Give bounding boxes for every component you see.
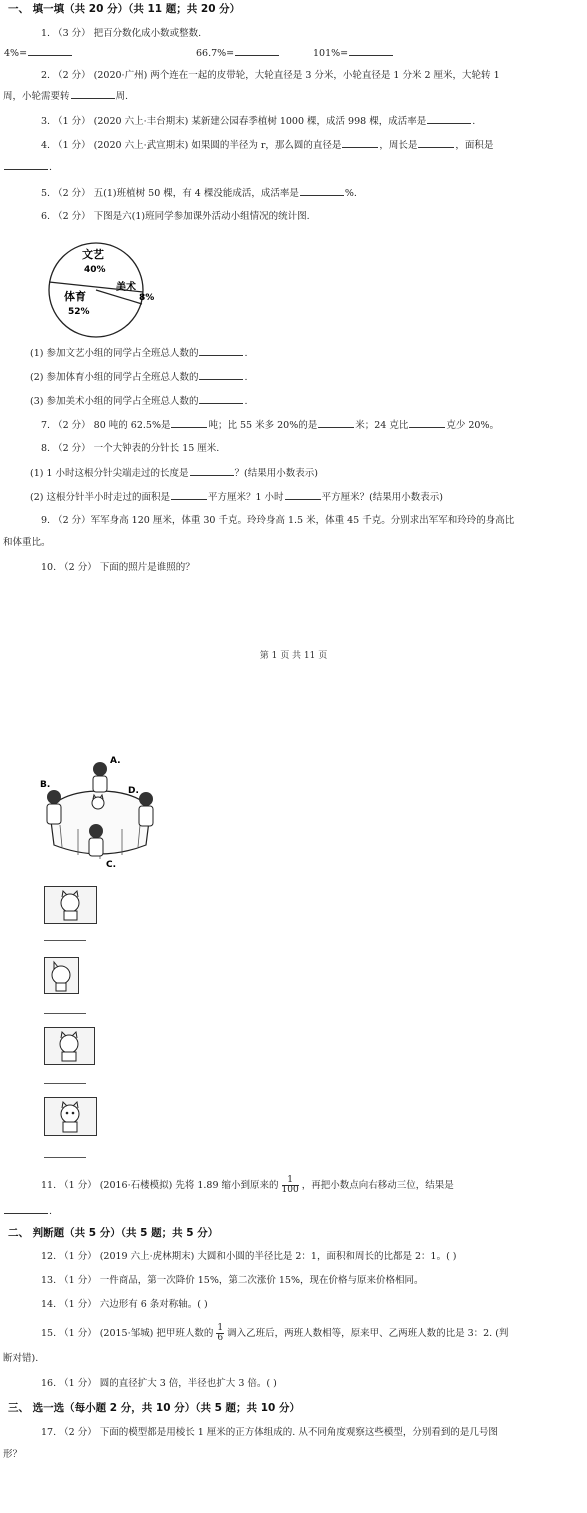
- q12-text: 12. （1 分） (2019 六上·虎林期末) 大圆和小圆的半径比是 2：1，面积和周长的比都是 2：1。( ): [41, 1251, 457, 1262]
- answer-blank[interactable]: [171, 418, 207, 428]
- q17-line1: 17. （2 分） 下面的模型都是用棱长 1 厘米的正方体组成的. 从不同角度观察这些模型，分别看到的是几号图: [41, 1427, 498, 1438]
- q15-line2: 断对错).: [3, 1353, 39, 1364]
- pie-label-tiyu: 体育: [64, 290, 86, 303]
- label-d: D.: [128, 786, 139, 796]
- q9-line2: 和体重比。: [3, 537, 51, 548]
- answer-blank[interactable]: [199, 394, 243, 404]
- photo-option-4[interactable]: [44, 1097, 97, 1136]
- answer-blank[interactable]: [199, 370, 243, 380]
- q1-item-c: 101%=: [313, 46, 394, 61]
- answer-blank[interactable]: [342, 138, 378, 148]
- page-footer: 第 1 页 共 11 页: [259, 651, 328, 661]
- q11-text: 11. （1 分） (2016·石楼模拟) 先将 1.89 缩小到原来的 $\frac{1}{100}$ ，再把小数点向右移动三位，结果是: [41, 1175, 454, 1195]
- answer-blank[interactable]: [427, 114, 471, 124]
- q6-pie-chart: [44, 240, 162, 340]
- answer-blank[interactable]: [318, 418, 354, 428]
- q15-text: 15. （1 分） (2015·邹城) 把甲班人数的 $\frac{1}{6}$ 调入乙班后，两班人数相等，原来甲、乙两班人数的比是 3：2. (判: [41, 1323, 509, 1343]
- answer-blank[interactable]: [418, 138, 454, 148]
- answer-blank[interactable]: [235, 46, 279, 56]
- answer-blank[interactable]: [44, 940, 86, 941]
- answer-blank[interactable]: [171, 490, 207, 500]
- pie-pct-wenyi: 40%: [84, 265, 106, 275]
- answer-blank[interactable]: [4, 1204, 48, 1214]
- q11-line2: .: [3, 1204, 52, 1219]
- answer-blank[interactable]: [44, 1013, 86, 1014]
- answer-blank[interactable]: [199, 346, 243, 356]
- label-b: B.: [40, 780, 51, 790]
- answer-blank[interactable]: [71, 89, 115, 99]
- answer-blank[interactable]: [349, 46, 393, 56]
- section2-title: 二、 判断题（共 5 分）（共 5 题；共 5 分）: [8, 1227, 219, 1239]
- q6-sub2: (2) 参加体育小组的同学占全班总人数的 .: [30, 372, 248, 383]
- fraction: $\frac{1}{6}$: [217, 1323, 224, 1343]
- photo-option-3[interactable]: [44, 1027, 95, 1065]
- label-c: C.: [106, 860, 117, 870]
- pie-label-wenyi: 文艺: [82, 248, 104, 261]
- pie-pct-meishu: 8%: [139, 293, 155, 303]
- q17-line2: 形？: [3, 1449, 23, 1460]
- q2-line1: 2. （2 分） (2020·广州) 两个连在一起的皮带轮，大轮直径是 3 分米，小轮直径是 1 分米 2 厘米，大轮转 1: [41, 70, 500, 81]
- q1-item-a: 4%=: [4, 46, 73, 61]
- answer-blank[interactable]: [28, 46, 72, 56]
- q9-line1: 9. （2 分）军军身高 120 厘米，体重 30 千克。玲玲身高 1.5 米，体重 45 千克。分别求出军军和玲玲的身高比: [41, 515, 515, 526]
- q5-text: 5. （2 分） 五(1)班植树 50 棵，有 4 棵没能成活，成活率是 %.: [41, 188, 357, 199]
- answer-blank[interactable]: [285, 490, 321, 500]
- fraction: $\frac{1}{100}$: [281, 1175, 299, 1195]
- q2-line2: 周，小轮需要转 周.: [3, 91, 129, 102]
- q4-text: 4. （1 分） (2020 六上·武宣期末) 如果圆的半径为 r，那么圆的直径是 ，周长是 ，面积是: [41, 140, 494, 151]
- q6-sub1: (1) 参加文艺小组的同学占全班总人数的 .: [30, 348, 248, 359]
- pie-pct-tiyu: 52%: [68, 307, 90, 317]
- q6-text: 6. （2 分） 下图是六(1)班同学参加课外活动小组情况的统计图.: [41, 211, 310, 222]
- q16-text: 16. （1 分） 圆的直径扩大 3 倍，半径也扩大 3 倍。( ): [41, 1378, 277, 1389]
- q3-text: 3. （1 分） (2020 六上·丰台期末) 某新建公园春季植树 1000 棵，成活 998 棵，成活率是 .: [41, 116, 476, 127]
- q8-sub2: (2) 这根分针半小时走过的面积是 平方厘米？1 小时 平方厘米？(结果用小数表示): [30, 492, 443, 503]
- answer-blank[interactable]: [4, 160, 48, 170]
- answer-blank[interactable]: [44, 1083, 86, 1084]
- q1-text: 1. （3 分） 把百分数化成小数或整数.: [41, 28, 202, 39]
- q8-text: 8. （2 分） 一个大钟表的分针长 15 厘米.: [41, 443, 220, 454]
- label-a: A.: [110, 756, 121, 766]
- q8-sub1: (1) 1 小时这根分针尖端走过的长度是 ？(结果用小数表示): [30, 468, 318, 479]
- section3-title: 三、 选一选（每小题 2 分，共 10 分）（共 5 题；共 10 分）: [8, 1402, 300, 1414]
- q1-item-b: 66.7%=: [196, 46, 280, 61]
- q4-line2: .: [3, 160, 52, 175]
- q10-text: 10. （2 分） 下面的照片是谁照的？: [41, 562, 195, 573]
- photo-option-2[interactable]: [44, 957, 79, 994]
- answer-blank[interactable]: [44, 1157, 86, 1158]
- photo-option-1[interactable]: [44, 886, 97, 924]
- q10-table-illustration: [38, 755, 166, 870]
- q13-text: 13. （1 分） 一件商品，第一次降价 15%，第二次涨价 15%，现在价格与原来价格相同。: [41, 1275, 424, 1286]
- q6-sub3: (3) 参加美术小组的同学占全班总人数的 .: [30, 396, 248, 407]
- q7-text: 7. （2 分） 80 吨的 62.5%是 吨；比 55 米多 20%的是 米；24 克比 克少 20%。: [41, 420, 499, 431]
- q14-text: 14. （1 分） 六边形有 6 条对称轴。( ): [41, 1299, 208, 1310]
- section1-title: 一、 填一填（共 20 分）（共 11 题；共 20 分）: [8, 3, 241, 15]
- answer-blank[interactable]: [409, 418, 445, 428]
- answer-blank[interactable]: [300, 186, 344, 196]
- pie-label-meishu: 美术: [116, 282, 136, 293]
- answer-blank[interactable]: [190, 466, 234, 476]
